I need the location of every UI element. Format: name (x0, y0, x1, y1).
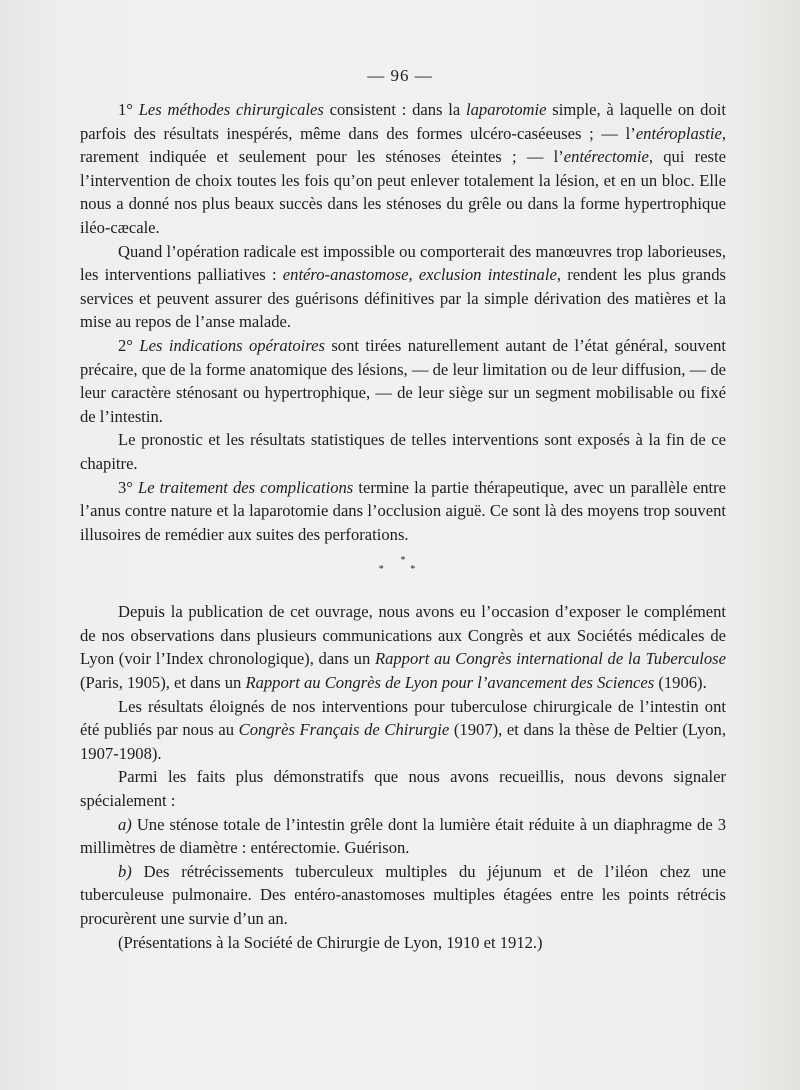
text-run: , rarement indiquée et seulement pour les sténoses éteintes ; — l’ (80, 123, 726, 167)
italic-run: a) (118, 814, 132, 834)
text-run: (1906). (654, 673, 707, 693)
paragraph-publications (80, 600, 726, 694)
italic-run: laparotomie (466, 100, 547, 119)
italic-run: Le traitement des complications (138, 477, 354, 497)
paragraph-demonstrative-facts (80, 765, 726, 812)
text-run: Les résultats éloignés de nos interventions pour tuberculose chirurgicale de l’intestin ont été publiés par nous au (80, 696, 726, 740)
text-run: simple, à laquelle on doit parfois des résultats inespérés, même dans des formes ulcéro-caséeuses ; — l’ (80, 100, 726, 143)
paragraph-presentations (80, 931, 726, 955)
text-run: Depuis la publication de cet ouvrage, nous avons eu l’occasion d’exposer le complément de nos observations dans plusieurs communications aux Congrès et aux Sociétés médicales de Lyon (voir l’Index chronologique), dans un (80, 602, 726, 669)
paragraph-palliative (80, 240, 726, 334)
asterism-separator (80, 556, 726, 574)
body-text (80, 98, 726, 954)
text-run: Des rétrécissements tuberculeux multiples du jéjunum et de l’iléon chez une tuberculeuse pulmonaire. Des entéro-anastomoses multiples étagées entre les points rétrécis procurèrent une survie d’un an. (80, 861, 726, 928)
italic-run: entérectomie (563, 147, 649, 167)
text-run: sont tirées naturellement autant de l’état général, souvent précaire, que de la forme anatomique des lésions, — de leur limitation ou de leur diffusion, — de leur caractère sténosant ou hypertrophique, — de leur siège sur un segment mobilisable ou fixé de l’intestin. (80, 335, 726, 426)
paragraph-complications (80, 476, 726, 547)
text-run: Quand l’opération radicale est impossible ou comporterait des manœuvres trop laborieuses, les interventions palliatives : (80, 241, 726, 285)
text-run: Parmi les faits plus démonstratifs que nous avons recueillis, nous devons signaler spécialement : (80, 767, 726, 811)
page-number: — 96 — (367, 66, 433, 85)
paragraph-surgical-methods (80, 98, 726, 240)
text-run: , qui reste l’intervention de choix toutes les fois qu’on peut enlever totalement la lésion, et en un bloc. Elle nous a donné nos plus beaux succès dans les sténoses du grêle ou dans la forme hypertrophique iléo-cæcale. (80, 147, 726, 237)
paragraph-case-b (80, 860, 726, 931)
italic-run: Les méthodes chirurgicales (138, 100, 324, 119)
paragraph-prognosis (80, 428, 726, 475)
text-run: Le pronostic et les résultats statistiques de telles interventions sont exposés à la fin de ce chapitre. (80, 430, 726, 473)
text-run: Une sténose totale de l’intestin grêle dont la lumière était réduite à un diaphragme de 3 millimètres de diamètre : entérectomie. Guérison. (80, 814, 726, 858)
italic-run: Rapport au Congrès international de la Tuberculose (374, 649, 726, 669)
italic-run: b) (118, 861, 132, 881)
paragraph-results (80, 695, 726, 766)
text-run: 1° (118, 100, 139, 119)
italic-run: entéro-anastomose, exclusion intestinale (282, 265, 557, 285)
text-run: 2° (118, 335, 140, 355)
asterism-bottom: * * (378, 564, 428, 576)
paragraph-indications (80, 334, 726, 428)
text-run: (Paris, 1905), et dans un (80, 673, 246, 693)
italic-run: Congrès Français de Chirurgie (238, 720, 450, 740)
text-run: (1907), et dans la thèse de Peltier (Lyon, 1907-1908). (80, 720, 726, 763)
text-run: consistent : dans la (323, 100, 466, 119)
text-run: termine la partie thérapeutique, avec un parallèle entre l’anus contre nature et la laparotomie dans l’occlusion aiguë. Ce sont là des moyens trop souvent illusoires de remédier aux suites des perforations. (80, 477, 726, 544)
paragraph-case-a (80, 813, 726, 860)
text-run: (Présentations à la Société de Chirurgie de Lyon, 1910 et 1912.) (118, 932, 543, 952)
italic-run: Les indications opératoires (139, 335, 325, 355)
text-run: , rendent les plus grands services et peuvent assurer des guérisons définitives par la simple dérivation des matières et la mise au repos de l’anse malade. (80, 265, 726, 332)
text-run: 3° (118, 477, 139, 497)
italic-run: entéroplastie (635, 123, 722, 143)
asterism-top: * (400, 555, 406, 567)
italic-run: Rapport au Congrès de Lyon pour l’avancement des Sciences (245, 673, 655, 693)
